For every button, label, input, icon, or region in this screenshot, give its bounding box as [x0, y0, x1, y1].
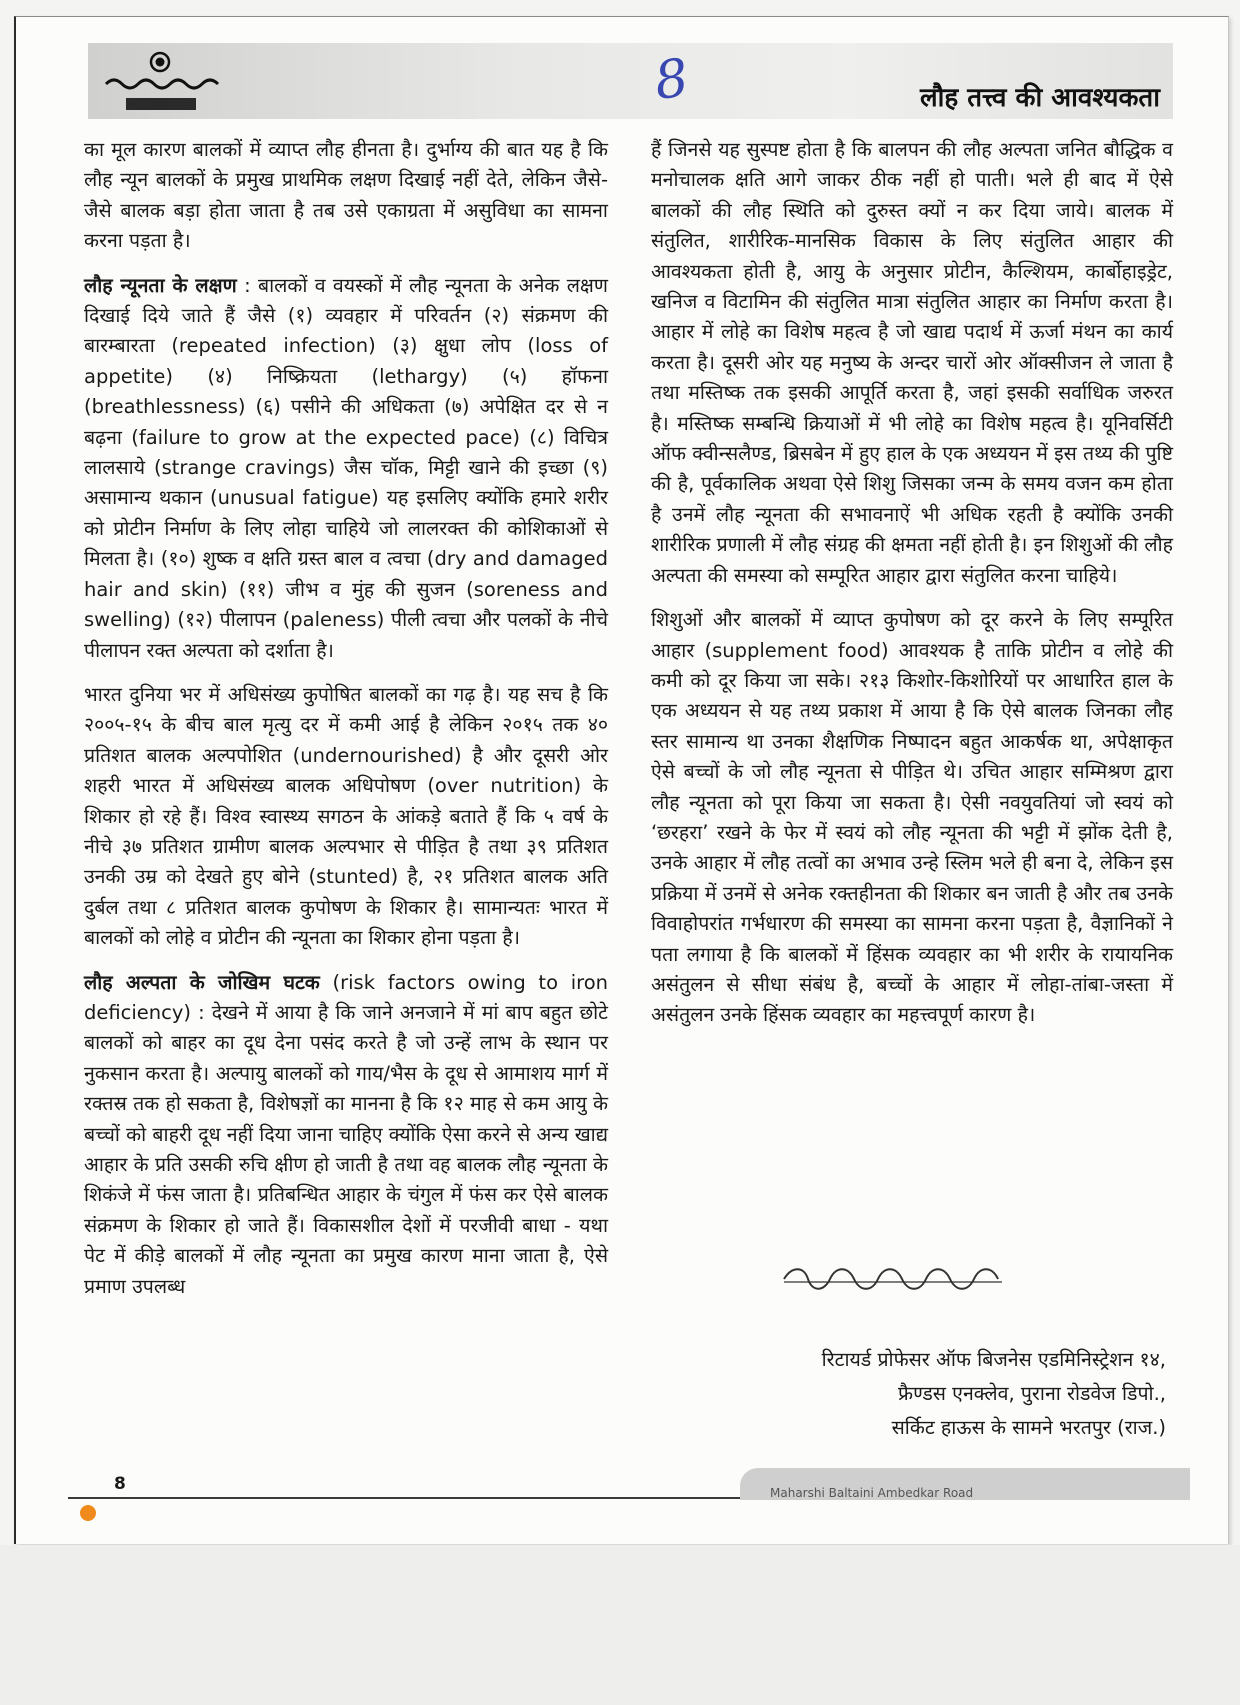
paragraph: भारत दुनिया भर में अधिसंख्य कुपोषित बालकों का गढ़ है। यह सच है कि २००५-१५ के बीच बाल मृत्यु दर में कमी आई है लेकिन २०१५ तक ४० प्रतिशत बालक अल्पपोशित (undernourished) है और दूसरी ओर शहरी भारत में अधिसंख्य बालक अधिपोषण (over nutrition) के शिकार हो रहे हैं। विश्व स्वास्थ्य सगठन के आंकड़े बताते हैं कि ५ वर्ष के नीचे ३७ प्रतिशत ग्रामीण बालक अल्पभार से पीड़ित है तथा ३९ प्रतिशत उनकी उम्र को देखते हुए बोने (stunted) है, २१ प्रतिशत बालक अति दुर्बल तथा ८ प्रतिशत बालक कुपोषण के शिकार है। सामान्यतः भारत में बालकों को लोहे व प्रोटीन की न्यूनता का शिकार होना पड़ता है।	[84, 682, 608, 950]
left-column	[84, 135, 608, 1316]
paragraph: हैं जिनसे यह सुस्पष्ट होता है कि बालपन की लौह अल्पता जनित बौद्धिक व मनोचालक क्षति आगे जाकर ठीक नहीं हो पाती। भले ही बाद में ऐसे बालकों की लौह स्थिति को दुरुस्त क्यों न कर दिया जाये। बालक में संतुलित, शारीरिक-मानसिक विकास के लिए संतुलित आहार की आवश्यकता होती है, आयु के अनुसार प्रोटीन, कैल्शियम, कार्बोहाइड्रेट, खनिज व विटामिन की संतुलित मात्रा संतुलित आहार का निर्माण करता है। आहार में लोहे का विशेष महत्व है जो खाद्य पदार्थ में ऊर्जा मंथन का कार्य करता है। दूसरी ओर यह मनुष्य के अन्दर चारों ओर ऑक्सीजन ले जाता है तथा मस्तिष्क तक इसकी आपूर्ति करता है, जहां इसकी सर्वाधिक जरुरत है। मस्तिष्क सम्बन्धि क्रियाओं में भी लोहे का विशेष महत्व है। यूनिवर्सिटी ऑफ क्वीन्सलैण्ड, ब्रिसबेन में हुए हाल के एक अध्ययन में इस तथ्य की पुष्टि की है, पूर्वकालिक अथवा ऐसे शिशु जिसका जन्म के समय वजन कम होता है उनमें लौह न्यूनता की सभावनाऐं भी अधिक रहती है क्योंकि उनकी शारीरिक प्रणाली में लौह संग्रह की क्षमता नहीं होती है। इन शिशुओं की लौह अल्पता की समस्या को सम्पूरित आहार द्वारा संतुलित करना चाहिये।	[651, 138, 1173, 587]
paragraph: का मूल कारण बालकों में व्याप्त लौह हीनता है। दुर्भाग्य की बात यह है कि लौह न्यून बालकों के प्रमुख प्राथमिक लक्षण दिखाई नहीं देते, लेकिन जैसे-जैसे बालक बड़ा होता जाता है तब उसे एकाग्रता में असुविधा का सामना करना पड़ता है।	[84, 138, 608, 253]
paragraph: शिशुओं और बालकों में व्याप्त कुपोषण को दूर करने के लिए सम्पूरित आहार (supplement food) आवश्यक है ताकि प्रोटीन व लोहे की कमी को दूर किया जा सके। २१३ किशोर-किशोरियों पर आधारित हाल के एक अध्ययन से यह तथ्य प्रकाश में आया है कि ऐसे बालक जिनका लौह स्तर सामान्य था उनका शैक्षणिक निष्पादन बहुत आकर्षक था, अपेक्षाकृत ऐसे बच्चों के जो लौह न्यूनता से पीड़ित थे। उचित आहार सम्मिश्रण द्वारा लौह न्यूनता को पूरा किया जा सकता है। ऐसी नवयुवतियां जो स्वयं को ‘छरहरा’ रखने के फेर में स्वयं को लौह न्यूनता की भट्टी में झोंक देती है, उनके आहार में लौह तत्वों का अभाव उन्हे स्लिम भले ही बना दे, लेकिन इस प्रक्रिया में उनमें से अनेक रक्तहीनता की शिकार बन जाती है और तब उनके विवाहोपरांत गर्भधारण की समस्या का सामना करना पड़ता है, वैज्ञानिकों ने पता लगाया है कि बालकों में हिंसक व्यवहार का भी शरीर के रायायनिक असंतुलन से सीधा संबंध है, बच्चों के आहार में लोहा-तांबा-जस्ता में असंतुलन उनके हिंसक व्यवहार का महत्त्वपूर्ण कारण है।	[651, 608, 1173, 1027]
footer-page-number: 8	[114, 1474, 126, 1494]
footer-accent-dot	[80, 1505, 96, 1521]
section-heading: लौह अल्पता के जोखिम घटक	[84, 970, 320, 994]
section-heading: लौह न्यूनता के लक्षण	[84, 273, 237, 297]
ornament-divider-icon	[780, 1262, 1010, 1296]
address-line: फ्रैण्डस एनक्लेव, पुराना रोडवेज डिपो.,	[898, 1382, 1166, 1405]
scan-background	[0, 1545, 1240, 1705]
address-line: रिटायर्ड प्रोफेसर ऑफ बिजनेस एडमिनिस्ट्रेशन १४,	[821, 1348, 1166, 1371]
address-line: सर्किट हाऊस के सामने भरतपुर (राज.)	[891, 1416, 1166, 1439]
right-column	[651, 135, 1173, 1045]
paragraph-text: (risk factors owing to iron deficiency) : देखने में आया है कि जाने अनजाने में मां बाप बहुत छोटे बालकों को बाहर का दूध देना पसंद करते है जो उन्हें लाभ के स्थान पर नुकसान करता है। अल्पायु बालकों को गाय/भैस के दूध से आमाशय मार्ग में रक्तस्र तक हो सकता है, विशेषज्ञों का मानना है कि १२ माह से कम आयु के बच्चों को बाहरी दूध नहीं दिया जाना चाहिए क्योंकि ऐसा करने से अन्य खाद्य आहार के प्रति उसकी रुचि क्षीण हो जाती है तथा वह बालक लौह न्यूनता के शिकंजे में फंस जाता है। प्रतिबन्धित आहार के चंगुल में फंस कर ऐसे बालक संक्रमण के शिकार हो जाते हैं। विकासशील देशों में परजीवी बाधा - यथा पेट में कीड़े बालकों में लौह न्यूनता का प्रमुख कारण माना जाता है, ऐसे प्रमाण उपलब्ध	[84, 970, 608, 1298]
magazine-logo-icon	[100, 48, 220, 116]
page-title: लौह तत्त्व की आवश्यकता	[919, 83, 1160, 113]
paragraph	[84, 271, 608, 666]
paragraph-text: : बालकों व वयस्कों में लौह न्यूनता के अनेक लक्षण दिखाई दिये जाते हैं जैसे (१) व्यवहार में परिवर्तन (२) संक्रमण की बारम्बारता (repeated infection) (३) क्षुधा लोप (loss of appetite) (४) निष्क्रियता (lethargy) (५) हॉफना (breathlessness) (६) पसीने की अधिकता (७) अपेक्षित दर से न बढ़ना (failure to grow at the expected pace) (८) विचित्र लालसाये (strange cravings) जैस चॉक, मिट्टी खाने की इच्छा (९) असामान्य थकान (unusual fatigue) यह इसलिए क्योंकि हमारे शरीर को प्रोटीन निर्माण के लिए लोहा चाहिये जो लालरक्त की कोशिकाओं से मिलता है। (१०) शुष्क व क्षति ग्रस्त बाल व त्वचा (dry and damaged hair and skin) (११) जीभ व मुंह की सुजन (soreness and swelling) (१२) पीलापन (paleness) पीली त्वचा और पलकों के नीचे पीलापन रक्त अल्पता को दर्शाता है।	[84, 273, 608, 662]
footer-strip: Maharshi Baltaini Ambedkar Road	[740, 1468, 1190, 1500]
handwritten-page-number: 8	[650, 47, 693, 113]
paragraph	[84, 968, 608, 1302]
author-address	[822, 1343, 1166, 1445]
